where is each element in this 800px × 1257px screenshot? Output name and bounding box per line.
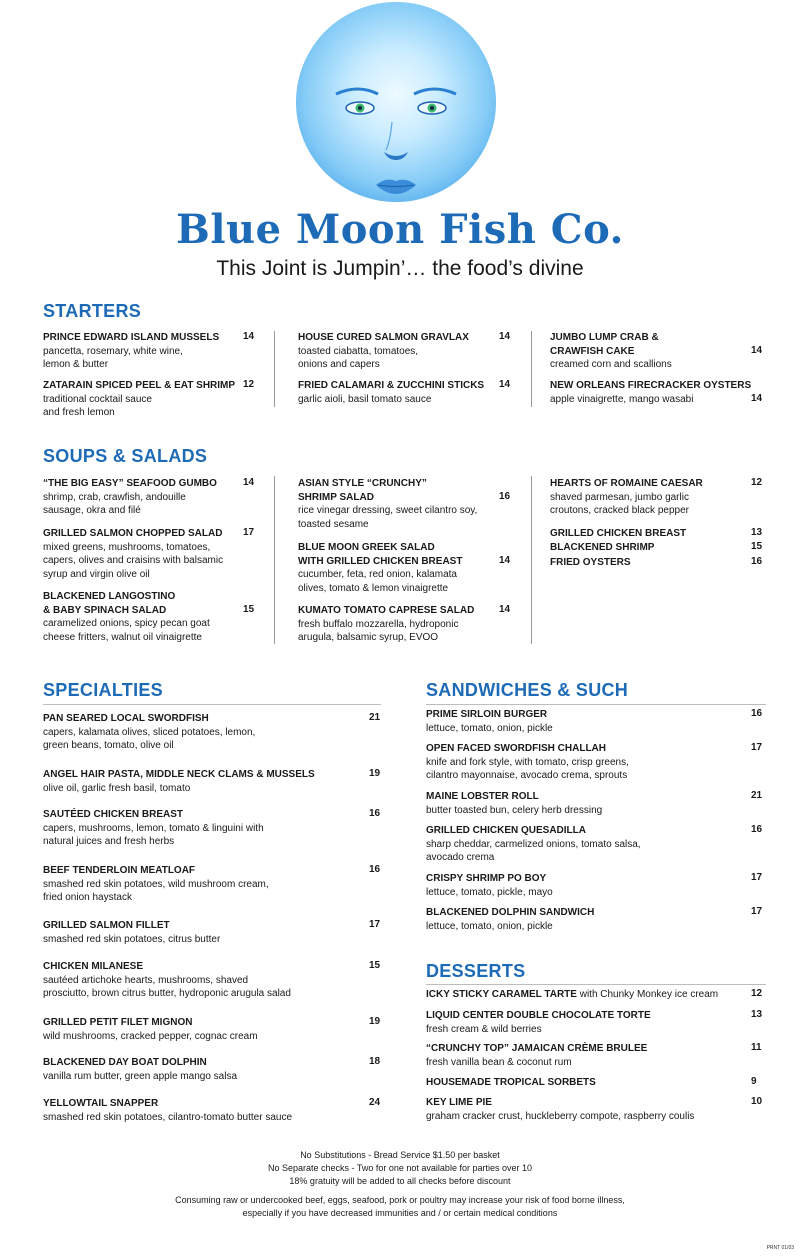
menu-item xyxy=(426,872,726,899)
menu-item xyxy=(298,379,498,406)
section-rule xyxy=(426,984,766,985)
item-description: apple vinaigrette, mango wasabi xyxy=(550,393,694,405)
menu-item xyxy=(426,1009,736,1036)
menu-item xyxy=(43,590,253,644)
item-name: LIQUID CENTER DOUBLE CHOCOLATE TORTE xyxy=(426,1010,651,1021)
item-name: “THE BIG EASY” SEAFOOD GUMBO xyxy=(43,478,217,489)
item-name: GRILLED SALMON CHOPPED SALAD xyxy=(43,528,223,539)
item-price: 12 xyxy=(243,379,255,390)
item-price: 17 xyxy=(751,906,763,917)
moon-face-illustration xyxy=(296,2,496,202)
menu-item xyxy=(298,604,511,645)
soups-salads-heading: SOUPS & SALADS xyxy=(43,446,208,466)
item-description: fresh buffalo mozzarella, hydroponic arugula, balsamic syrup, EVOO xyxy=(298,618,459,643)
menu-item xyxy=(426,906,726,933)
section-rule xyxy=(426,704,766,705)
item-description: knife and fork style, with tomato, crisp greens, cilantro mayonnaise, avocado crema, sprouts xyxy=(426,756,629,781)
menu-item xyxy=(550,379,763,406)
item-price: 16 xyxy=(751,708,763,719)
desserts-heading: DESSERTS xyxy=(426,961,526,981)
column-divider xyxy=(274,331,275,407)
menu-item xyxy=(43,331,253,372)
section-rule xyxy=(43,704,381,705)
item-name-line xyxy=(426,988,736,1002)
addon-item xyxy=(550,556,740,570)
item-price: 12 xyxy=(751,988,763,999)
menu-item xyxy=(43,712,363,753)
item-name: GRILLED CHICKEN QUESADILLA xyxy=(426,825,586,836)
item-price: 9 xyxy=(751,1076,757,1087)
item-name: CHICKEN MILANESE xyxy=(43,961,144,972)
menu-item xyxy=(43,808,363,849)
menu-item xyxy=(426,1076,736,1090)
item-price: 16 xyxy=(369,808,381,819)
item-name: BEEF TENDERLOIN MEATLOAF xyxy=(43,865,196,876)
item-description: graham cracker crust, huckleberry compote, raspberry coulis xyxy=(426,1110,695,1122)
item-name: OPEN FACED SWORDFISH CHALLAH xyxy=(426,743,606,754)
item-price: 16 xyxy=(499,491,511,502)
item-name: PRINCE EDWARD ISLAND MUSSELS xyxy=(43,332,220,343)
item-name: KEY LIME PIE xyxy=(426,1097,492,1108)
item-description: lettuce, tomato, pickle, mayo xyxy=(426,886,553,898)
menu-item xyxy=(43,864,363,905)
item-description: fresh vanilla bean & coconut rum xyxy=(426,1056,572,1068)
footer-note: No Substitutions - Bread Service $1.50 per basket xyxy=(300,1150,500,1160)
item-name: YELLOWTAIL SNAPPER xyxy=(43,1098,159,1109)
item-description: pancetta, rosemary, white wine, lemon & butter xyxy=(43,345,183,370)
item-name: SAUTÉED CHICKEN BREAST xyxy=(43,809,184,820)
footer-note: No Separate checks - Two for one not available for parties over 10 xyxy=(268,1163,532,1173)
item-price: 12 xyxy=(751,477,763,488)
item-description: sharp cheddar, carmelized onions, tomato salsa, avocado crema xyxy=(426,838,641,863)
addon-item xyxy=(550,541,740,555)
menu-item xyxy=(426,988,736,1002)
item-name: BLACKENED DAY BOAT DOLPHIN xyxy=(43,1057,207,1068)
menu-item xyxy=(43,1056,363,1083)
item-price: 10 xyxy=(751,1096,763,1107)
item-price: 21 xyxy=(369,712,381,723)
item-description: sautéed artichoke hearts, mushrooms, shaved prosciutto, brown citrus butter, hydroponic arugula salad xyxy=(43,974,291,999)
item-description: shaved parmesan, jumbo garlic croutons, cracked black pepper xyxy=(550,491,689,516)
print-code: PRNT 01/03 xyxy=(766,1245,794,1251)
food-safety-warning: especially if you have decreased immunities and / or certain medical conditions xyxy=(242,1208,558,1218)
item-price: 15 xyxy=(243,604,255,615)
item-description: wild mushrooms, cracked pepper, cognac cream xyxy=(43,1030,258,1042)
item-price: 24 xyxy=(369,1097,381,1108)
item-name: ICKY STICKY CARAMEL TARTE xyxy=(426,989,577,1000)
menu-item xyxy=(550,331,750,372)
item-description: creamed corn and scallions xyxy=(550,359,672,370)
item-price: 14 xyxy=(751,393,763,404)
item-price: 15 xyxy=(369,960,381,971)
item-name: MAINE LOBSTER ROLL xyxy=(426,791,539,802)
item-name: BLACKENED DOLPHIN SANDWICH xyxy=(426,907,595,918)
item-price: 17 xyxy=(369,919,381,930)
column-divider xyxy=(531,476,532,644)
addon-name: FRIED OYSTERS xyxy=(550,557,631,568)
tagline: This Joint is Jumpin’… the food’s divine xyxy=(216,257,584,280)
item-description: cucumber, feta, red onion, kalamata olives, tomato & lemon vinaigrette xyxy=(298,569,457,594)
item-price: 11 xyxy=(751,1042,762,1053)
item-name: ZATARAIN SPICED PEEL & EAT SHRIMP xyxy=(43,380,236,391)
item-name: KUMATO TOMATO CAPRESE SALAD xyxy=(298,605,475,616)
item-name: GRILLED PETIT FILET MIGNON xyxy=(43,1017,193,1028)
menu-item xyxy=(43,379,253,420)
item-accompaniment: with Chunky Monkey ice cream xyxy=(576,989,719,1000)
item-name: NEW ORLEANS FIRECRACKER OYSTERS xyxy=(550,380,752,391)
addon-name: GRILLED CHICKEN BREAST xyxy=(550,528,687,539)
item-name: HEARTS OF ROMAINE CAESAR xyxy=(550,478,703,489)
item-name: FRIED CALAMARI & ZUCCHINI STICKS xyxy=(298,380,485,391)
item-name: GRILLED SALMON FILLET xyxy=(43,920,170,931)
item-description: lettuce, tomato, onion, pickle xyxy=(426,920,553,932)
item-description: rice vinegar dressing, sweet cilantro soy, toasted sesame xyxy=(298,505,478,530)
item-price: 14 xyxy=(499,379,511,390)
menu-item xyxy=(43,527,258,581)
menu-item xyxy=(426,1096,736,1123)
menu-item xyxy=(43,477,253,518)
menu-item xyxy=(298,331,498,372)
item-price: 17 xyxy=(243,527,255,538)
item-description: smashed red skin potatoes, citrus butter xyxy=(43,933,221,945)
specialties-heading: SPECIALTIES xyxy=(43,680,163,700)
item-description: traditional cocktail sauce and fresh lemon xyxy=(43,393,152,418)
item-price: 19 xyxy=(369,768,381,779)
item-description: shrimp, crab, crawfish, andouille sausage, okra and filé xyxy=(43,491,186,516)
addon-price: 16 xyxy=(751,556,763,567)
item-price: 19 xyxy=(369,1016,381,1027)
item-price: 14 xyxy=(243,477,255,488)
food-safety-warning: Consuming raw or undercooked beef, eggs, seafood, pork or poultry may increase your risk of food borne illness, xyxy=(175,1195,625,1205)
item-description: mixed greens, mushrooms, tomatoes, capers, olives and craisins with balsamic syrup and virgin olive oil xyxy=(43,541,224,580)
column-divider xyxy=(531,331,532,407)
item-description: lettuce, tomato, onion, pickle xyxy=(426,722,553,734)
addon-name: BLACKENED SHRIMP xyxy=(550,542,655,553)
item-name: HOUSEMADE TROPICAL SORBETS xyxy=(426,1077,596,1088)
item-price: 14 xyxy=(499,555,511,566)
item-name: JUMBO LUMP CRAB & CRAWFISH CAKE xyxy=(550,332,659,357)
addon-price: 15 xyxy=(751,541,763,552)
item-description: capers, mushrooms, lemon, tomato & linguini with natural juices and fresh herbs xyxy=(43,822,264,847)
item-description: capers, kalamata olives, sliced potatoes, lemon, green beans, tomato, olive oil xyxy=(43,726,256,751)
column-divider xyxy=(274,476,275,644)
menu-item xyxy=(426,742,726,783)
item-name: PAN SEARED LOCAL SWORDFISH xyxy=(43,713,209,724)
item-description: toasted ciabatta, tomatoes, onions and capers xyxy=(298,345,419,370)
item-price: 17 xyxy=(751,872,763,883)
item-price: 16 xyxy=(369,864,381,875)
item-description: olive oil, garlic fresh basil, tomato xyxy=(43,782,191,794)
item-name: BLUE MOON GREEK SALAD WITH GRILLED CHICKEN BREAST xyxy=(298,542,463,567)
menu-item xyxy=(426,824,726,865)
item-name: HOUSE CURED SALMON GRAVLAX xyxy=(298,332,469,343)
item-description: vanilla rum butter, green apple mango salsa xyxy=(43,1070,238,1082)
item-name: CRISPY SHRIMP PO BOY xyxy=(426,873,547,884)
item-price: 14 xyxy=(499,331,511,342)
menu-item xyxy=(43,960,363,1001)
item-price: 18 xyxy=(369,1056,381,1067)
item-price: 17 xyxy=(751,742,763,753)
item-price: 13 xyxy=(751,1009,763,1020)
item-price: 21 xyxy=(751,790,763,801)
item-description: caramelized onions, spicy pecan goat cheese fritters, walnut oil vinaigrette xyxy=(43,618,210,643)
menu-item xyxy=(550,477,750,518)
menu-item xyxy=(43,768,363,795)
item-name: BLACKENED LANGOSTINO & BABY SPINACH SALAD xyxy=(43,591,176,616)
item-description: smashed red skin potatoes, cilantro-tomato butter sauce xyxy=(43,1111,293,1123)
item-description: garlic aioli, basil tomato sauce xyxy=(298,393,432,405)
item-price: 14 xyxy=(243,331,255,342)
restaurant-name: Blue Moon Fish Co. xyxy=(176,206,624,253)
item-name: PRIME SIRLOIN BURGER xyxy=(426,709,548,720)
item-name: ANGEL HAIR PASTA, MIDDLE NECK CLAMS & MUSSELS xyxy=(43,769,315,780)
menu-item xyxy=(298,541,511,595)
item-description: butter toasted bun, celery herb dressing xyxy=(426,804,603,816)
blue-moon-logo xyxy=(296,2,496,202)
item-description: smashed red skin potatoes, wild mushroom cream, fried onion haystack xyxy=(43,878,269,903)
addon-item xyxy=(550,527,740,541)
menu-item xyxy=(426,1042,736,1069)
starters-heading: STARTERS xyxy=(43,301,142,321)
footer-note: 18% gratuity will be added to all checks before discount xyxy=(289,1176,511,1186)
item-description: fresh cream & wild berries xyxy=(426,1023,542,1035)
menu-item xyxy=(426,790,726,817)
item-price: 16 xyxy=(751,824,763,835)
menu-item xyxy=(298,477,511,531)
menu-item xyxy=(43,1016,363,1043)
item-name: ASIAN STYLE “CRUNCHY” SHRIMP SALAD xyxy=(298,478,427,503)
item-price: 14 xyxy=(751,345,763,356)
addon-price: 13 xyxy=(751,527,763,538)
menu-item xyxy=(426,708,726,735)
item-price: 14 xyxy=(499,604,511,615)
item-name: “CRUNCHY TOP” JAMAICAN CRÈME BRULEE xyxy=(426,1043,648,1054)
menu-item xyxy=(43,1097,363,1124)
menu-item xyxy=(43,919,363,946)
sandwiches-heading: SANDWICHES & SUCH xyxy=(426,680,629,700)
